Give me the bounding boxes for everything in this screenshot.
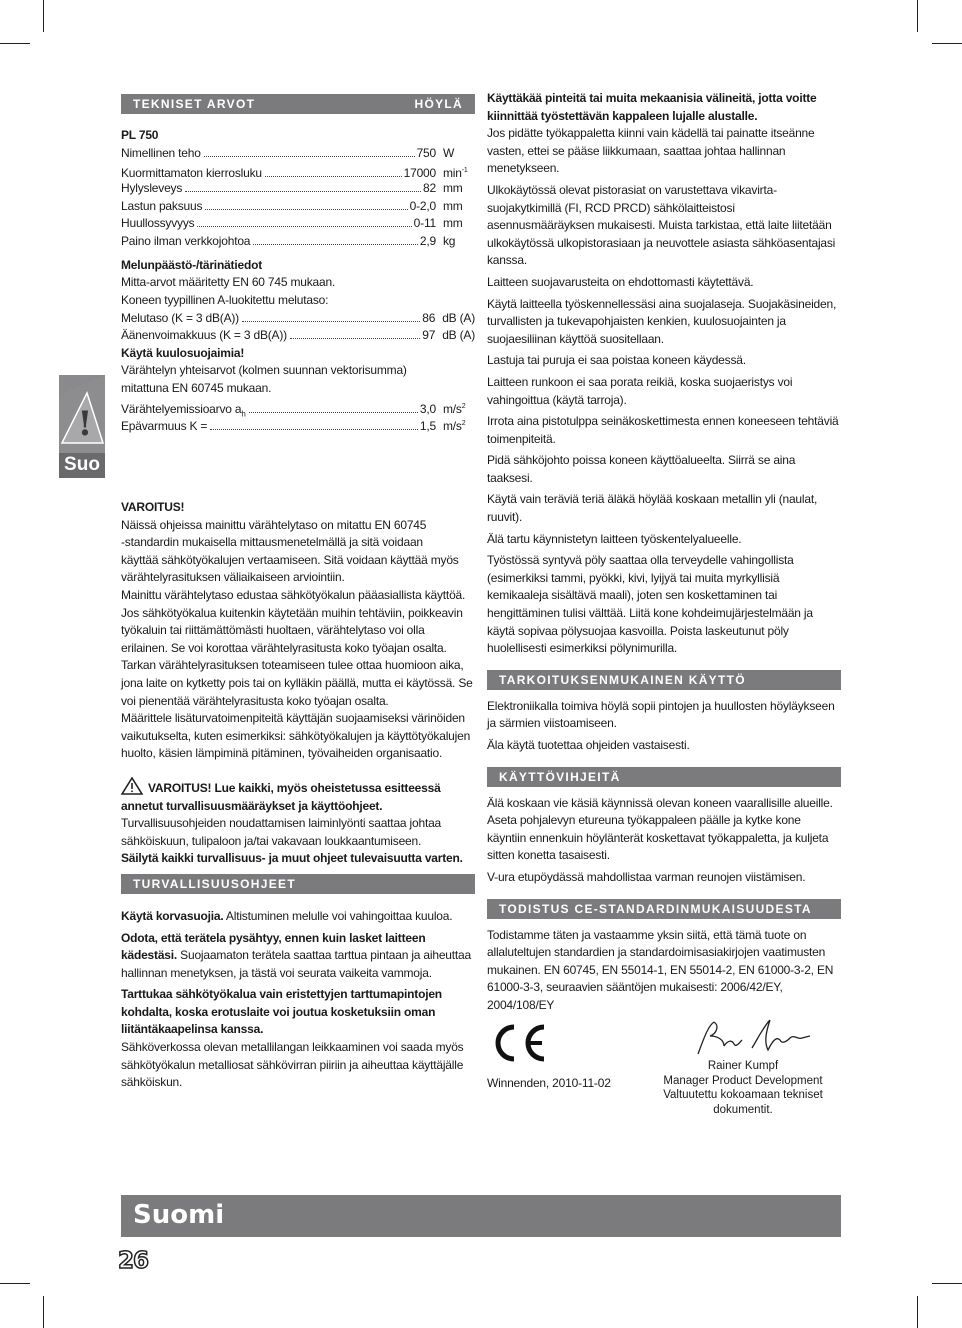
model-name: PL 750 [121, 128, 159, 142]
safety-paragraph: Käytä vain teräviä teriä äläkä höylää koskaan metallin yli (naulat, ruuvit). [487, 492, 818, 525]
footer-language: Suomi [133, 1200, 225, 1230]
signer-block [663, 1059, 823, 1117]
warning-line: huolto, käsien lämpiminä pitäminen, työvaiheiden organisaatio. [121, 746, 443, 761]
spec-row [121, 310, 475, 328]
leader-dots [265, 175, 402, 177]
crop-mark [917, 1296, 918, 1328]
general-warning-bold: VAROITUS! Lue kaikki, myös oheistetussa esitteessä annetut turvallisuusmääräykset ja käyttöohjeet. [121, 780, 441, 813]
spec-value: 1,5 [419, 419, 436, 434]
spec-label: Kuormittamaton kierrosluku [121, 166, 262, 181]
noise-line: Koneen tyypillinen A-luokitettu melutaso: [121, 292, 329, 307]
leader-dots [290, 337, 420, 339]
spec-value: 0-11 [413, 216, 436, 231]
spec-label: Äänenvoimakkuus (K = 3 dB(A)) [121, 328, 287, 343]
spec-unit: mm [443, 216, 463, 231]
noise-line: Mitta-arvot määritetty EN 60 745 mukaan. [121, 275, 336, 290]
crop-mark [932, 1283, 962, 1284]
warning-line: vaikutukselta, kuten esimerkiksi: sähkötyökalujen ja käyttötyökalujen [121, 728, 471, 743]
warning-line: käyttää sähkötyökalujen vertaamiseen. Sitä voidaan käyttää myös [121, 552, 459, 567]
leader-dots [197, 225, 411, 227]
warning-line: Tarkan värähtelyrasituksen toteamiseen tulee ottaa huomioon aika, [121, 658, 464, 673]
intended-use-text: Elektroniikalla toimiva höylä sopii pintojen ja huullosten höyläykseen ja särmien viistoamiseen. [487, 698, 835, 731]
vibration-table [121, 398, 475, 433]
warning-title: VAROITUS! [121, 500, 185, 515]
spec-value: 750 [416, 145, 436, 160]
language-side-tab [59, 375, 105, 478]
spec-row [121, 327, 475, 345]
signer-title: Manager Product Development [663, 1074, 823, 1087]
warning-text [121, 517, 475, 763]
safety-item [121, 986, 475, 1092]
place-date: Winnenden, 2010-11-02 [487, 1076, 611, 1090]
spec-unit: mm [443, 198, 463, 213]
spec-label: Hylysleveys [121, 180, 183, 195]
safety-header-label: TURVALLISUUSOHJEET [133, 876, 296, 891]
leader-dots [185, 190, 421, 192]
spec-unit: $\min^{-1}$ [443, 166, 468, 181]
spec-row [121, 215, 475, 233]
leader-dots [242, 320, 420, 322]
usage-tips-header [487, 767, 841, 787]
crop-mark [917, 0, 918, 32]
warning-line: Jos sähkötyökalua kuitenkin käytetään muihin tehtäviin, poikkeavin [121, 605, 463, 620]
crop-mark [43, 0, 44, 32]
spec-label: Paino ilman verkkojohtoa [121, 234, 251, 249]
crop-mark [0, 43, 30, 44]
usage-tips-text: V-ura etupöydässä mahdollistaa varman reunojen viistämisen. [487, 869, 806, 884]
spec-row [121, 145, 475, 163]
spec-unit: $m/s^2$ [443, 419, 466, 434]
spec-row [121, 233, 475, 251]
spec-value: 86 [422, 310, 436, 325]
clamp-text: Jos pidätte työkappaletta kiinni vain kädellä tai painatte itseänne vasten, ettei se pääse liikkumaan, saattaa johtaa hallinnan menetykseen. [487, 126, 815, 176]
spec-label: Melutaso (K = 3 dB(A)) [121, 310, 239, 325]
safety-item-text: Altistuminen melulle voi vahingoittaa kuuloa. [223, 908, 453, 923]
warning-triangle-icon [59, 375, 105, 453]
general-warning [121, 777, 475, 868]
intended-use-text: Äla käytä tuotettaa ohjeiden vastaisesti. [487, 738, 690, 752]
page-number: 26 [118, 1248, 149, 1274]
safety-item-bold: Odota, että terätela pysähtyy, ennen kuin lasket laitteen kädestäsi. [121, 930, 426, 963]
leader-dots [210, 428, 418, 430]
spec-row [121, 415, 475, 433]
ce-declaration-header-label: TODISTUS CE-STANDARDINMUKAISUUDESTA [499, 901, 812, 916]
warning-line: -standardin mukaisella mittausmenetelmällä ja sitä voidaan [121, 535, 423, 550]
spec-unit: mm [443, 180, 463, 195]
spec-value: 3,0 [419, 401, 436, 416]
clamp-bold: Käyttäkää pinteitä tai muita mekaanisia välineitä, jotta voitte kiinnittää työstettävän kappaleen lujalle alustalle. [487, 91, 817, 123]
hearing-protection-note: Käytä kuulosuojaimia! [121, 345, 245, 360]
spec-row [121, 162, 475, 180]
svg-text:!: ! [77, 404, 93, 444]
intended-use-header [487, 670, 841, 690]
leader-dots [205, 208, 407, 210]
crop-mark [932, 43, 962, 44]
safety-item [121, 908, 475, 926]
safety-paragraphs [487, 182, 841, 658]
warning-icon [121, 777, 143, 795]
language-footer-bar [121, 1195, 841, 1237]
safety-paragraph: Ulkokäytössä olevat pistorasiat on varustettava vikavirta-suojakytkimillä (FI, RCD PRCD) sähkölaitteistosi asennusmääräyksen mukaisesti. Muista tarkistaa, että laite liitetään ulkokäytössä ulkopistorasiaan ja neuvottele asiasta sähköasentajasi kanssa. [487, 182, 836, 268]
spec-unit: dB (A) [442, 310, 475, 325]
spec-unit: kg [443, 234, 456, 249]
warning-line: Mainittu värähtelytaso edustaa sähkötyökalun pääasiallista käyttöä. [121, 588, 466, 602]
ce-declaration-text: Todistamme täten ja vastaamme yksin siitä, että tämä tuote on allaluteltujen standardien ja standardoimisasiakirjojen vaatimusten mukainen. EN 60745, EN 55014-1, EN 55014-2, EN 61000-3-2, EN 61000-3-3, seuraavien sääntöjen mukaisesti: 2006/42/EY, 2004/108/EY [487, 927, 834, 1012]
leader-dots [249, 411, 418, 413]
safety-paragraph: Irrota aina pistotulppa seinäkoskettimesta ennen koneeseen tehtäviä toimenpiteitä. [487, 414, 839, 446]
left-column [121, 94, 475, 1096]
spec-unit: W [443, 145, 455, 160]
safety-paragraph: Työstössä syntyvä pöly saattaa olla terveydelle vahingollista (esimerkiksi tammi, pyökki, kivi, lyijyä tai muita myrkyllisiä kemikaaleja sisältävä maali), joten sen koskettaminen tai hengittäminen tulisi välttää. Liitä kone kohdeimujärjestelmään ja käytä sopivaa pölysuojaa kasvoilla. Poista laskeutunut pöly huolellisesti esimerkiksi pölynimurilla. [487, 553, 813, 656]
ce-declaration-header [487, 899, 841, 919]
spec-value: 17000 [403, 166, 436, 181]
spec-label: Epävarmuus K = [121, 419, 208, 434]
general-warning-keep: Säilytä kaikki turvallisuus- ja muut ohjeet tulevaisuutta varten. [121, 851, 463, 866]
spec-label: Lastun paksuus [121, 198, 203, 213]
safety-item-bold: Käytä korvasuojia. [121, 908, 224, 923]
right-column [487, 90, 841, 1019]
crop-mark [0, 1283, 30, 1284]
intended-use-header-label: TARKOITUKSENMUKAINEN KÄYTTÖ [499, 672, 746, 687]
spec-unit: dB (A) [442, 328, 475, 343]
spec-row [121, 198, 475, 216]
vibration-line: mitattuna EN 60745 mukaan. [121, 381, 272, 396]
spec-value: 82 [423, 180, 436, 195]
safety-paragraph: Käytä laitteella työskennellessäsi aina suojalaseja. Suojakäsineiden, turvallisten ja tukevapohjaisten kenkien, kuulosuojainten ja suojaesiliinan käyttöä suositellaan. [487, 296, 837, 346]
warning-line: Näissä ohjeissa mainittu värähtelytaso on mitattu EN 60745 [121, 517, 427, 532]
signer-note: Valtuutettu kokoamaan tekniset dokumentit. [663, 1089, 823, 1116]
general-warning-text: Turvallisuusohjeiden noudattamisen laiminlyönti saattaa johtaa sähköiskuun, tulipaloon ja/tai vakavaan loukkaantumiseen. [121, 816, 442, 848]
warning-line: voi pienentää värähtelyrasitusta koko työajan osalta. [121, 693, 389, 708]
tech-specs-header [121, 94, 475, 114]
warning-line: jona laite on kytketty pois tai on kylläkin päällä, mutta ei käytössä. Se [121, 675, 473, 690]
spec-unit: $m/s^2$ [443, 401, 466, 416]
signature [694, 1018, 814, 1063]
side-tab-label: Suo [64, 454, 100, 475]
ce-mark-icon [488, 1023, 548, 1068]
crop-mark [43, 1296, 44, 1328]
usage-tips-text: Älä koskaan vie käsiä käynnissä olevan koneen vaarallisille alueille. Aseta pohjalevyn etureuna työkappaleen päälle ja kytke kone käyntiin ennenkuin höylänterät koskettavat työkappaletta, ja kuljeta sitten konetta tasaisesti. [487, 795, 833, 863]
spec-label: Nimellinen teho [121, 145, 201, 160]
signer-name: Rainer Kumpf [707, 1060, 779, 1072]
spec-value: 97 [422, 328, 436, 343]
tech-header-right: HÖYLÄ [414, 97, 463, 111]
warning-line: värähtelyrasituksen väliaikaiseen arviointiin. [121, 570, 345, 585]
tech-header-left: TEKNISET ARVOT [133, 97, 256, 111]
safety-paragraph: Pidä sähköjohto poissa koneen käyttöalueelta. Siirrä se aina taaksesi. [487, 453, 796, 485]
spec-label: Värähtelyemissioarvo $a_h$ [121, 401, 246, 419]
safety-paragraph: Lastuja tai puruja ei saa poistaa koneen käydessä. [487, 353, 746, 368]
safety-item-text: Suojaamaton terätela saattaa tarttua pintaan ja aiheuttaa hallinnan menetyksen, ja tästä voi seurata vaikeita vammoja. [121, 948, 471, 980]
vibration-line: Värähtelyn yhteisarvot (kolmen suunnan vektorisumma) [121, 363, 407, 378]
noise-table [121, 310, 475, 345]
spec-value: 2,9 [419, 234, 436, 249]
warning-line: työkaluin tai riittämättömästi huoltaen, värähtelytaso voi olla [121, 623, 425, 638]
usage-tips-header-label: KÄYTTÖVIHJEITÄ [499, 769, 621, 784]
safety-item-text: Sähköverkossa olevan metallilangan leikkaaminen voi saada myös sähkötyökalun metalliosat sähkövirran piiriin ja aiheuttaa käyttäjälle sähköiskun. [121, 1040, 464, 1090]
safety-paragraph: Laitteen runkoon ei saa porata reikiä, koska suojaeristys voi vahingoittua (käytä tarroja). [487, 374, 793, 407]
spec-table [121, 145, 475, 251]
spec-row [121, 398, 475, 419]
safety-paragraph: Laitteen suojavarusteita on ehdottomasti käytettävä. [487, 274, 754, 289]
spec-label: Huullossyvyys [121, 216, 195, 231]
clamp-instruction [487, 90, 841, 178]
safety-header [121, 874, 475, 894]
spec-value: 0-2,0 [409, 198, 436, 213]
noise-heading: Melunpäästö-/tärinätiedot [121, 257, 263, 272]
safety-item-bold: Tarttukaa sähkötyökalua vain eristettyjen tarttumapintojen kohdalta, koska erotuslaite voi joutua kosketuksiin oman liitäntäkaapelinsa kanssa. [121, 987, 442, 1037]
warning-line: Määrittele lisäturvatoimenpiteitä käyttäjän suojaamiseksi värinöiden [121, 711, 465, 726]
leader-dots [204, 155, 415, 157]
warning-line: erilainen. Se voi korottaa värähtelyrasitusta koko työajan osalta. [121, 640, 447, 655]
safety-paragraph: Älä tartu käynnistetyn laitteen työskentelyalueelle. [487, 531, 742, 546]
leader-dots [253, 243, 418, 245]
safety-item [121, 930, 475, 983]
